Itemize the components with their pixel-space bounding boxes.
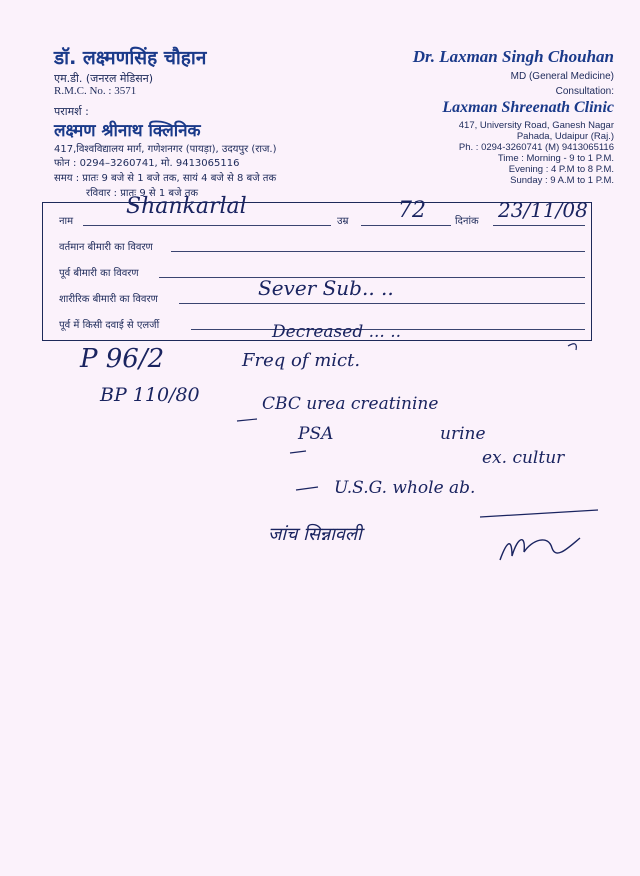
- drug-allergy-label: पूर्व में किसी दवाई से एलर्जी: [59, 317, 159, 331]
- address-hindi: 417,विश्वविद्यालय मार्ग, गणेशनगर (पायड़ा), उदयपुर (राज.): [54, 144, 277, 155]
- consultation-label-hindi: परामर्श :: [54, 105, 89, 118]
- physical-illness-label: शारीरिक बीमारी का विवरण: [59, 291, 158, 305]
- address-line2-english: Pahada, Udaipur (Raj.): [516, 131, 614, 142]
- degree-english: MD (General Medicine): [510, 71, 614, 82]
- time-sunday: Sunday : 9 A.M to 1 P.M.: [510, 175, 614, 186]
- clinic-name-english: Laxman Shreenath Clinic: [442, 99, 614, 116]
- handwritten-bp: BP 110/80: [100, 384, 200, 406]
- handwritten-note-7: जांच सिन्नावली: [268, 524, 362, 545]
- time-evening: Evening : 4 P.M to 8 P.M.: [508, 164, 614, 175]
- handwritten-note-1: Freq of mict.: [242, 350, 361, 371]
- degree-hindi: एम.डी. (जनरल मेडिसन): [54, 72, 154, 85]
- signature-stroke: [500, 538, 580, 560]
- sunday-timing-hindi: रविवार : प्रातः 9 से 1 बजे तक: [86, 188, 199, 199]
- handwritten-date: 23/11/08: [498, 198, 588, 222]
- handwritten-physical-note: Sever Sub.. ..: [258, 276, 394, 300]
- age-label: उम्र: [337, 213, 348, 227]
- handwritten-note-5: ex. cultur: [482, 448, 565, 468]
- present-illness-label: वर्तमान बीमारी का विवरण: [59, 239, 153, 253]
- handwritten-note-2: CBC urea creatinine: [262, 394, 439, 414]
- pen-underline: [480, 510, 598, 517]
- time-morning: Time : Morning - 9 to 1 P.M.: [497, 153, 614, 164]
- timing-hindi: समय : प्रातः 9 बजे से 1 बजे तक, सायं 4 बजे से 8 बजे तक: [54, 173, 277, 184]
- signature: [540, 540, 541, 541]
- handwritten-age: 72: [398, 198, 426, 223]
- date-label: दिनांक: [455, 213, 479, 227]
- handwritten-pulse: P 96/2: [80, 344, 165, 374]
- doctor-name-hindi: डॉ. लक्ष्मणसिंह चौहान: [54, 47, 207, 69]
- consultation-label-english: Consultation:: [555, 86, 614, 97]
- pen-dash-1: [237, 419, 257, 421]
- phone-hindi: फोन : 0294–3260741, मो. 9413065116: [54, 158, 240, 169]
- past-illness-label: पूर्व बीमारी का विवरण: [59, 265, 139, 279]
- handwritten-note-4: urine: [440, 424, 486, 444]
- pen-dash-3: [296, 487, 318, 490]
- doctor-name-english: Dr. Laxman Singh Chouhan: [412, 47, 614, 66]
- name-label: नाम: [59, 213, 73, 227]
- handwritten-note-6: U.S.G. whole ab.: [334, 478, 476, 498]
- pen-tick: [568, 344, 576, 350]
- pen-dash-2: [290, 451, 306, 453]
- rmc-number: R.M.C. No. : 3571: [54, 85, 137, 97]
- handwritten-note-3: PSA: [298, 424, 334, 444]
- phone-english: Ph. : 0294-3260741 (M) 9413065116: [458, 142, 614, 153]
- handwritten-name: Shankarlal: [126, 194, 247, 219]
- handwritten-allergy-note: Decreased ... ..: [272, 322, 402, 342]
- address-line1-english: 417, University Road, Ganesh Nagar: [458, 120, 614, 131]
- clinic-name-hindi: लक्ष्मण श्रीनाथ क्लिनिक: [54, 121, 201, 141]
